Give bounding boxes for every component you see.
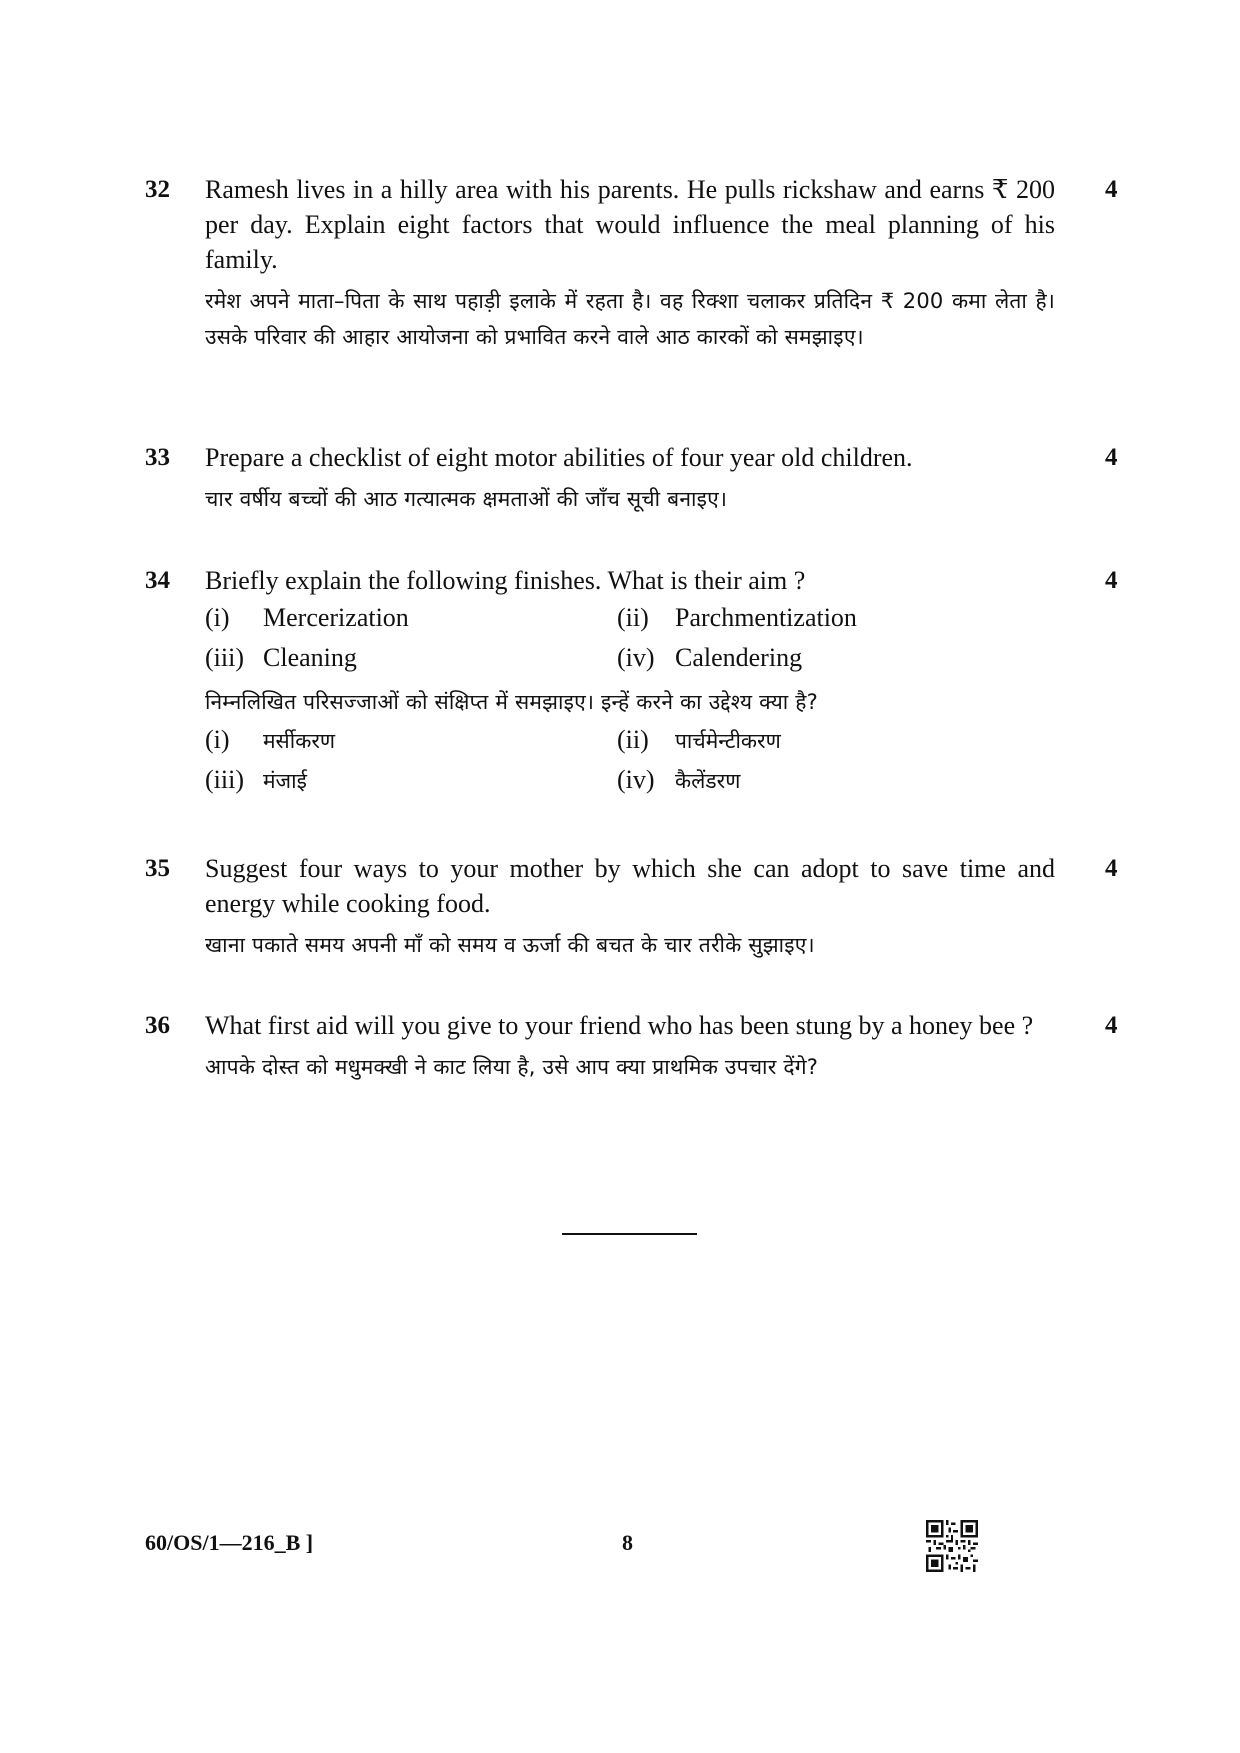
option-numeral: (i): [205, 603, 230, 632]
question-marks: 4: [1105, 176, 1118, 203]
option-numeral: (iii): [205, 765, 244, 794]
question-text-hindi: निम्नलिखित परिसज्जाओं को संक्षिप्त में समझाइए। इन्हें करने का उद्देश्य क्या है?: [205, 690, 818, 714]
option-text: मंजाई: [263, 769, 307, 793]
question-body: [205, 172, 1055, 355]
options-row: [205, 760, 1055, 800]
question-number: 34: [145, 567, 170, 594]
question-text-english: Ramesh lives in a hilly area with his parents. He pulls rickshaw and earns ₹ 200 per day. Explain eight factors that would influence the meal planning of his family.: [205, 175, 1055, 274]
option-item: [205, 598, 409, 638]
question-text-english: Briefly explain the following finishes. What is their aim ?: [205, 566, 806, 595]
option-text: मर्सीकरण: [263, 729, 336, 753]
option-numeral: (ii): [617, 603, 649, 632]
option-text: Mercerization: [263, 603, 409, 632]
question-number: 32: [145, 176, 170, 203]
option-numeral: (i): [205, 725, 230, 754]
option-numeral: (ii): [617, 725, 649, 754]
option-item: [205, 760, 307, 801]
option-text: पार्चमेन्टीकरण: [675, 729, 781, 753]
qr-code-icon: [926, 1520, 978, 1572]
question-number: 33: [145, 444, 170, 471]
option-numeral: (iii): [205, 643, 244, 672]
question-body: [205, 440, 1055, 517]
question-marks: 4: [1105, 567, 1118, 594]
option-numeral: (iv): [617, 643, 655, 672]
option-item: [205, 638, 357, 678]
option-item: [617, 760, 740, 801]
option-item: [617, 638, 802, 678]
option-text: Parchmentization: [675, 603, 857, 632]
question-marks: 4: [1105, 855, 1118, 882]
option-numeral: (iv): [617, 765, 655, 794]
option-text: Calendering: [675, 643, 803, 672]
question-body: [205, 851, 1055, 963]
page-number: 8: [622, 1530, 633, 1555]
question-text-hindi: खाना पकाते समय अपनी माँ को समय व ऊर्जा की बचत के चार तरीके सुझाइए।: [205, 933, 815, 957]
paper-code: 60/OS/1—216_B ]: [145, 1530, 314, 1555]
question-text-hindi: चार वर्षीय बच्चों की आठ गत्यात्मक क्षमताओं की जाँच सूची बनाइए।: [205, 487, 728, 511]
options-row: [205, 598, 1055, 638]
question-marks: 4: [1105, 1012, 1118, 1039]
options-row: [205, 638, 1055, 678]
question-number: 35: [145, 855, 170, 882]
option-item: [617, 720, 781, 761]
question-body: [205, 563, 1055, 800]
question-marks: 4: [1105, 444, 1118, 471]
question-text-hindi: रमेश अपने माता–पिता के साथ पहाड़ी इलाके में रहता है। वह रिक्शा चलाकर प्रतिदिन ₹ 200 कमा लेता है। उसके परिवार की आहार आयोजना को प्रभावित करने वाले आठ कारकों को समझाइए।: [205, 289, 1055, 349]
option-item: [617, 598, 857, 638]
question-body: [205, 1008, 1055, 1085]
option-text: Cleaning: [263, 643, 357, 672]
question-number: 36: [145, 1012, 170, 1039]
options-row: [205, 720, 1055, 760]
option-item: [205, 720, 335, 761]
end-divider: [562, 1233, 697, 1235]
question-text-english: What first aid will you give to your friend who has been stung by a honey bee ?: [205, 1011, 1034, 1040]
question-text-english: Suggest four ways to your mother by which she can adopt to save time and energy while cooking food.: [205, 854, 1055, 918]
option-text: कैलेंडरण: [675, 769, 741, 793]
question-text-english: Prepare a checklist of eight motor abilities of four year old children.: [205, 443, 913, 472]
question-text-hindi: आपके दोस्त को मधुमक्खी ने काट लिया है, उसे आप क्या प्राथमिक उपचार देंगे?: [205, 1055, 819, 1079]
